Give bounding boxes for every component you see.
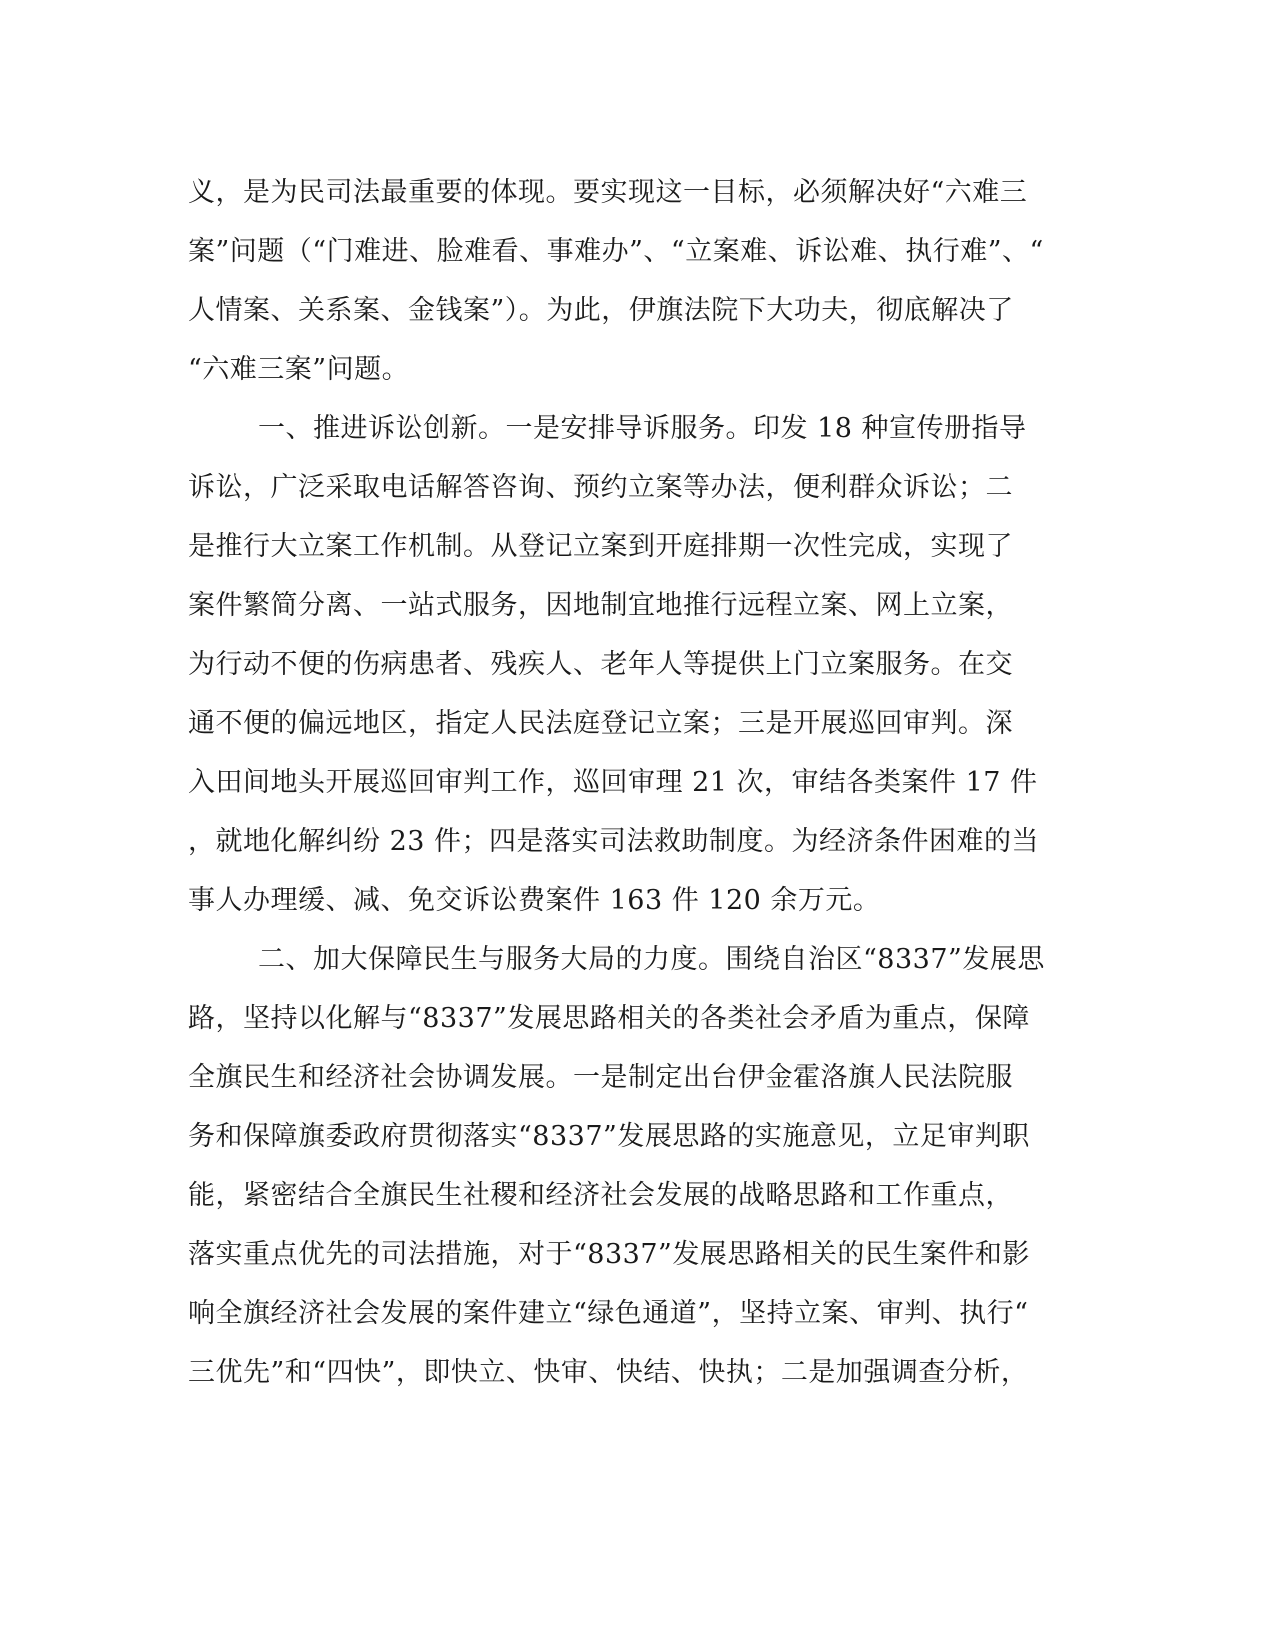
text-line: 全旗民生和经济社会协调发展。一是制定出台伊金霍洛旗人民法院服 [188,1062,1013,1093]
text-line: 为行动不便的伤病患者、残疾人、老年人等提供上门立案服务。在交 [188,649,1013,680]
text-line: 路，坚持以化解与“8337”发展思路相关的各类社会矛盾为重点，保障 [188,1003,1030,1034]
text-line: 案”问题（“门难进、脸难看、事难办”、“立案难、诉讼难、执行难”、“ [188,236,1044,267]
text-line: 诉讼，广泛采取电话解答咨询、预约立案等办法，便利群众诉讼；二 [188,472,1013,503]
text-line: “六难三案”问题。 [188,354,410,385]
text-line: 义，是为民司法最重要的体现。要实现这一目标，必须解决好“六难三 [188,177,1028,208]
text-line: 事人办理缓、减、免交诉讼费案件 163 件 120 余万元。 [188,885,881,916]
text-line: 一、推进诉讼创新。一是安排导诉服务。印发 18 种宣传册指导 [258,413,1027,444]
text-line: 落实重点优先的司法措施，对于“8337”发展思路相关的民生案件和影 [188,1239,1030,1270]
text-line: 响全旗经济社会发展的案件建立“绿色通道”，坚持立案、审判、执行“ [188,1298,1029,1329]
text-line: 入田间地头开展巡回审判工作，巡回审理 21 次，审结各类案件 17 件 [188,767,1038,798]
document-body [188,163,1068,1402]
text-line: 三优先”和“四快”，即快立、快审、快结、快执；二是加强调查分析， [188,1357,1029,1388]
text-line: 是推行大立案工作机制。从登记立案到开庭排期一次性完成，实现了 [188,531,1013,562]
text-line: 二、加大保障民生与服务大局的力度。围绕自治区“8337”发展思 [258,944,1045,975]
text-line: 案件繁简分离、一站式服务，因地制宜地推行远程立案、网上立案， [188,590,1013,621]
text-line: 人情案、关系案、金钱案”）。为此，伊旗法院下大功夫，彻底解决了 [188,295,1014,326]
text-line: ，就地化解纠纷 23 件；四是落实司法救助制度。为经济条件困难的当 [188,826,1040,857]
text-line: 能，紧密结合全旗民生社稷和经济社会发展的战略思路和工作重点， [188,1180,1013,1211]
text-line: 通不便的偏远地区，指定人民法庭登记立案；三是开展巡回审判。深 [188,708,1013,739]
text-line: 务和保障旗委政府贯彻落实“8337”发展思路的实施意见，立足审判职 [188,1121,1030,1152]
